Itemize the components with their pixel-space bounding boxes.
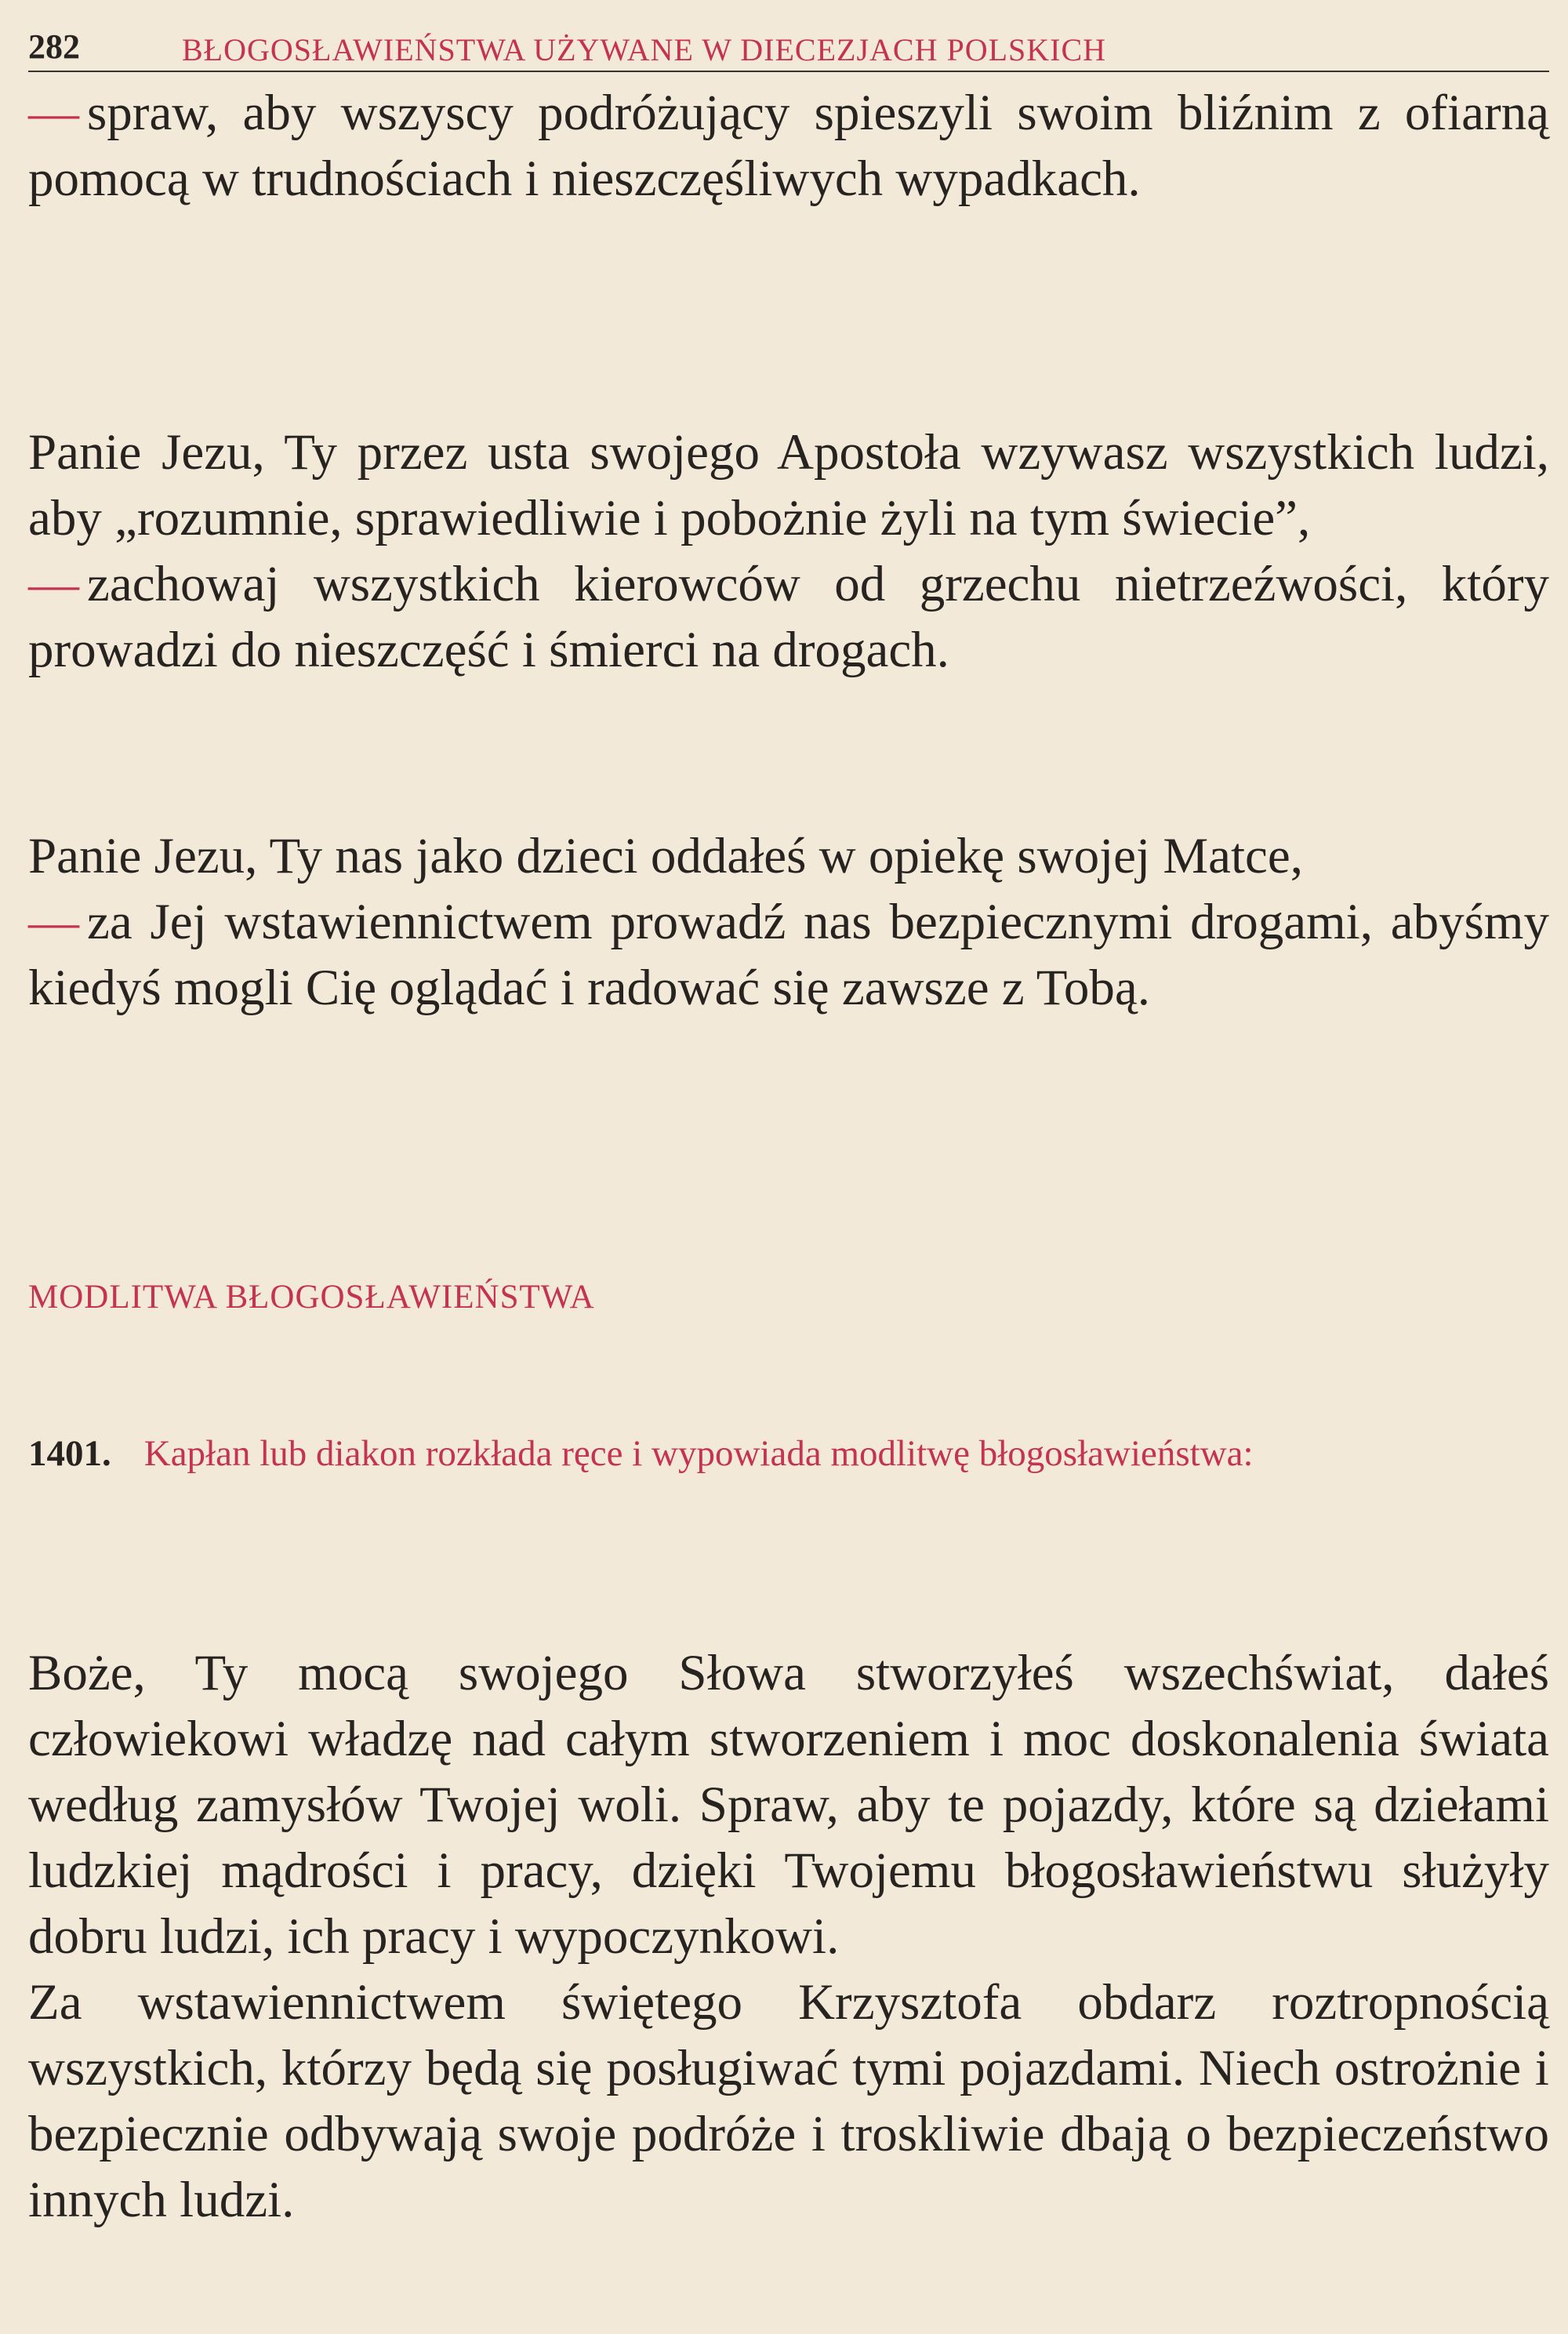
header-divider [28, 71, 1549, 72]
intercession-response [28, 551, 1549, 683]
intercession-1 [28, 80, 1549, 212]
section-heading: MODLITWA BŁOGOSŁAWIEŃSTWA [28, 1279, 595, 1316]
intercession-response [28, 889, 1549, 1021]
prayer-paragraph: Boże, Ty mocą swojego Słowa stworzyłeś wszechświat, dałeś człowiekowi władzę nad całym stworzeniem i moc doskonalenia świata według zamysłów Twojej woli. Spraw, aby te pojazdy, które są dziełami ludzkiej mądrości i pracy, dzięki Twojemu błogosławieństwu służyły dobru ludzi, ich pracy i wypoczynkowi. [28, 1645, 1549, 1965]
response-dash: — [28, 85, 79, 141]
page-number: 282 [28, 27, 80, 66]
response-dash: — [28, 894, 79, 950]
rubric-number: 1401. [28, 1433, 111, 1474]
intercession-invocation: Panie Jezu, Ty przez usta swojego Apostoła wzywasz wszystkich ludzi, aby „rozumnie, sprawiedliwie i pobożnie żyli na tym świecie”, [28, 424, 1549, 546]
response-text: zachowaj wszystkich kierowców od grzechu nietrzeźwości, który prowadzi do nieszczęść i śmierci na drogach. [28, 556, 1549, 678]
intercession-3 [28, 823, 1549, 1021]
rubric-text: Kapłan lub diakon rozkłada ręce i wypowiada modlitwę błogosławieństwa: [143, 1433, 1254, 1474]
running-title: BŁOGOSŁAWIEŃSTWA UŻYWANE W DIECEZJACH POLSKICH [182, 32, 1107, 67]
rubric [28, 1428, 1549, 1479]
blessing-prayer [28, 1640, 1549, 2233]
response-text: spraw, aby wszyscy podróżujący spieszyli swoim bliźnim z ofiarną pomocą w trudnościach i nieszczęśliwych wypadkach. [28, 85, 1549, 207]
intercession-response [28, 80, 1549, 212]
prayer-paragraph: Za wstawiennictwem świętego Krzysztofa obdarz roztropnością wszystkich, którzy będą się posługiwać tymi pojazdami. Niech ostrożnie i bezpiecznie odbywają swoje podróże i troskliwie dbają o bezpieczeństwo innych ludzi. [28, 1974, 1549, 2228]
intercession-2 [28, 419, 1549, 683]
intercession-invocation: Panie Jezu, Ty nas jako dzieci oddałeś w opiekę swojej Matce, [28, 828, 1303, 884]
response-dash: — [28, 556, 79, 612]
response-text: za Jej wstawiennictwem prowadź nas bezpiecznymi drogami, abyśmy kiedyś mogli Cię oglądać i radować się zawsze z Tobą. [28, 894, 1549, 1016]
page-header [28, 22, 1549, 66]
